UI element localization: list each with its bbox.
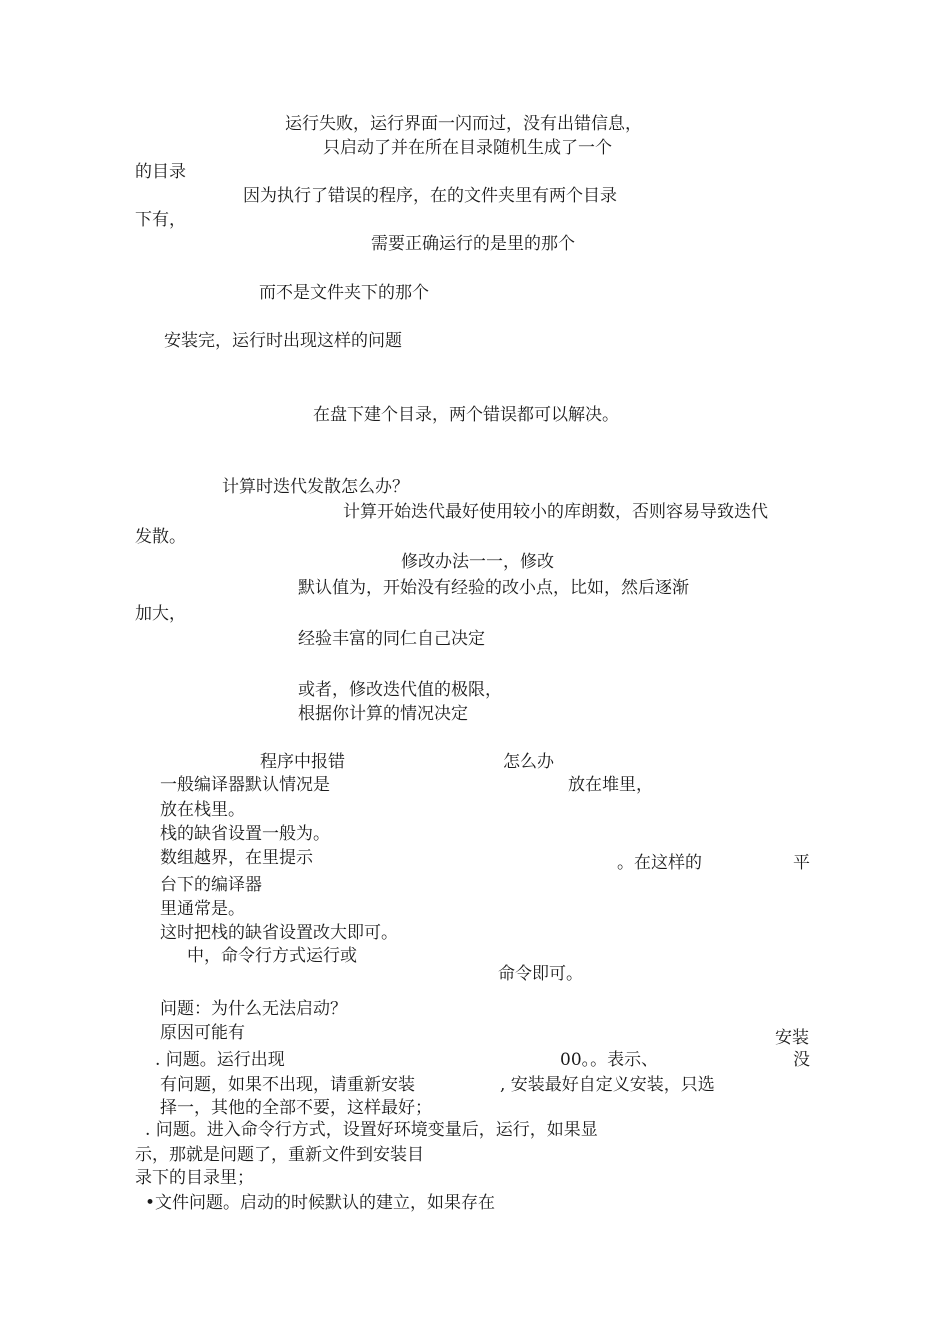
text-line: 程序中报错 bbox=[260, 752, 345, 772]
text-line: 里通常是。 bbox=[160, 899, 245, 919]
text-line: 加大， bbox=[135, 604, 186, 624]
text-line: 在盘下建个目录，两个错误都可以解决。 bbox=[313, 405, 619, 425]
text-line: 而不是文件夹下的那个 bbox=[259, 283, 429, 303]
text-line: 安装完，运行时出现这样的问题 bbox=[164, 331, 402, 351]
text-line: 因为执行了错误的程序，在的文件夹里有两个目录 bbox=[243, 186, 617, 206]
text-line: 计算开始迭代最好使用较小的库朗数，否则容易导致迭代 bbox=[343, 502, 768, 522]
text-line: 或者，修改迭代值的极限， bbox=[298, 680, 502, 700]
text-line: . 问题。运行出现 bbox=[155, 1050, 285, 1070]
text-line: 平 bbox=[793, 853, 810, 873]
text-line: 示，那就是问题了，重新文件到安装目 bbox=[135, 1145, 424, 1165]
text-line: •文件问题。启动的时候默认的建立，如果存在 bbox=[145, 1193, 496, 1213]
text-line: 这时把栈的缺省设置改大即可。 bbox=[160, 923, 398, 943]
text-line: 的目录 bbox=[135, 162, 186, 182]
text-line: 需要正确运行的是里的那个 bbox=[371, 234, 575, 254]
text-line: 一般编译器默认情况是 bbox=[160, 775, 330, 795]
text-line: 放在栈里。 bbox=[160, 800, 245, 820]
text-line: 安装 bbox=[775, 1028, 809, 1048]
text-line: 00。。表示、 bbox=[560, 1050, 659, 1070]
text-line: 计算时迭代发散怎么办？ bbox=[222, 477, 409, 497]
text-line: 默认值为，开始没有经验的改小点，比如，然后逐渐 bbox=[298, 578, 689, 598]
text-line: 有问题，如果不出现，请重新安装 bbox=[160, 1075, 415, 1095]
text-line: 原因可能有 bbox=[160, 1023, 245, 1043]
text-line: , 安装最好自定义安装，只选 bbox=[500, 1075, 715, 1095]
text-line: 放在堆里， bbox=[568, 775, 653, 795]
text-line: 根据你计算的情况决定 bbox=[298, 704, 468, 724]
text-line: 台下的编译器 bbox=[160, 875, 262, 895]
text-line: 数组越界，在里提示 bbox=[160, 848, 313, 868]
text-line: 发散。 bbox=[135, 527, 186, 547]
text-line: 修改办法一一，修改 bbox=[401, 552, 554, 572]
text-line: 只启动了并在所在目录随机生成了一个 bbox=[323, 138, 612, 158]
text-line: 怎么办 bbox=[503, 752, 554, 772]
text-line: 栈的缺省设置一般为。 bbox=[160, 824, 330, 844]
text-line: 运行失败，运行界面一闪而过，没有出错信息， bbox=[285, 114, 642, 134]
text-line: 录下的目录里； bbox=[135, 1168, 254, 1188]
text-line: 命令即可。 bbox=[498, 964, 583, 984]
text-line: 下有， bbox=[135, 210, 186, 230]
text-line: 没 bbox=[793, 1050, 810, 1070]
text-line: . 问题。进入命令行方式，设置好环境变量后，运行，如果显 bbox=[145, 1120, 598, 1140]
text-line: 择一，其他的全部不要，这样最好； bbox=[160, 1098, 432, 1118]
text-line: 中，命令行方式运行或 bbox=[187, 946, 357, 966]
text-line: 问题：为什么无法启动？ bbox=[160, 999, 347, 1019]
text-line: 经验丰富的同仁自己决定 bbox=[298, 629, 485, 649]
text-line: 。在这样的 bbox=[617, 853, 702, 873]
